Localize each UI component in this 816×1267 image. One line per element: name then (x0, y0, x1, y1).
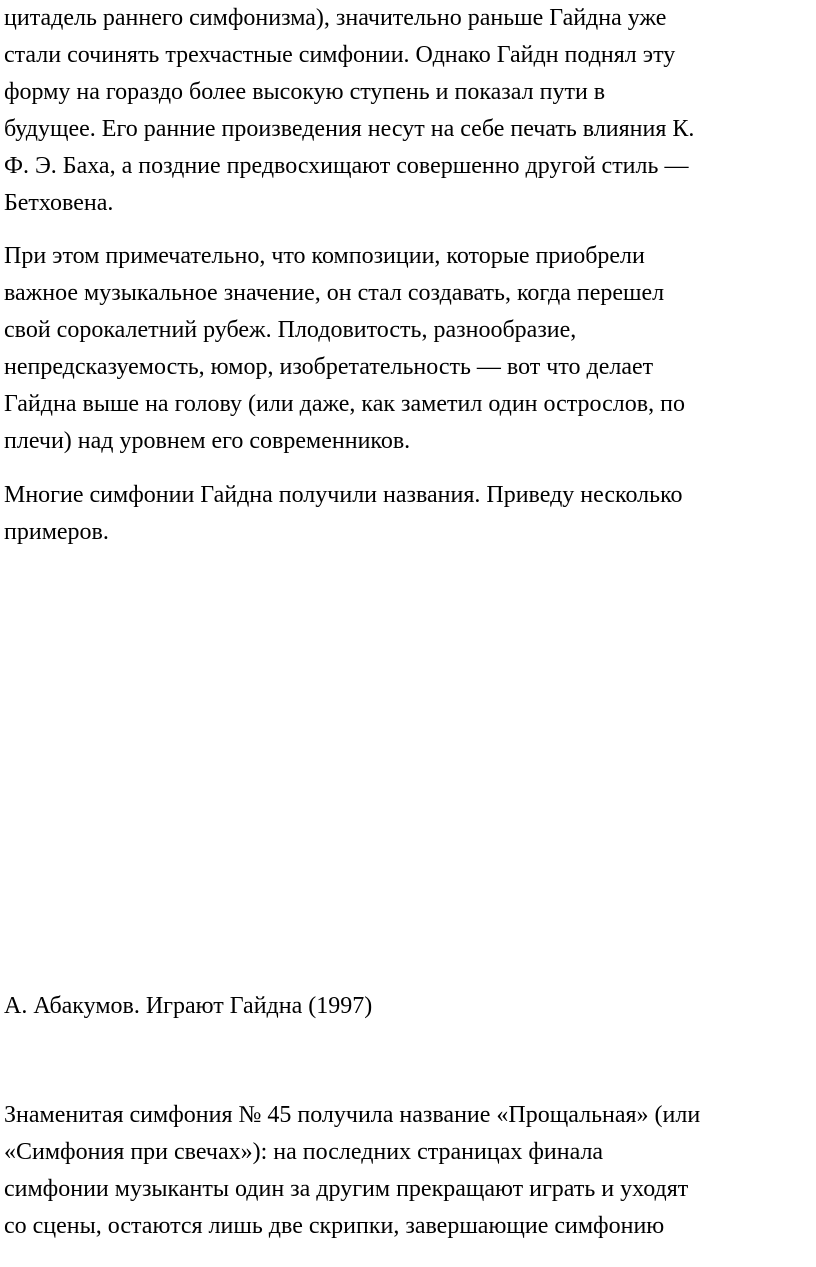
text-line: Многие симфонии Гайдна получили названия. Приведу несколько (4, 482, 683, 508)
caption-text: А. Абакумов. Играют Гайдна (1997) (4, 993, 373, 1019)
text-line: «Симфония при свечах»): на последних страницах финала (4, 1139, 604, 1165)
text-line: При этом примечательно, что композиции, которые приобрели (4, 243, 645, 269)
text-line: стали сочинять трехчастные симфонии. Однако Гайдн поднял эту (4, 42, 676, 68)
text-line: симфонии музыканты один за другим прекращают играть и уходят (4, 1176, 689, 1202)
text-line: со сцены, остаются лишь две скрипки, завершающие симфонию (4, 1213, 665, 1239)
text-line: Знаменитая симфония № 45 получила название «Прощальная» (или (4, 1102, 701, 1128)
text-line: цитадель раннего симфонизма), значительно раньше Гайдна уже (4, 5, 667, 31)
text-line: свой сорокалетний рубеж. Плодовитость, разнообразие, (4, 317, 577, 343)
text-line: важное музыкальное значение, он стал создавать, когда перешел (4, 280, 665, 306)
text-line: плечи) над уровнем его современников. (4, 428, 411, 454)
image-caption (4, 988, 812, 1025)
text-line: непредсказуемость, юмор, изобретательность — вот что делает (4, 354, 654, 380)
text-line: Ф. Э. Баха, а поздние предвосхищают совершенно другой стиль — (4, 153, 689, 179)
text-line: будущее. Его ранние произведения несут на себе печать влияния К. (4, 116, 695, 142)
paragraph-names (4, 477, 812, 551)
paragraph-farewell-symphony (4, 1097, 812, 1245)
text-line: Бетховена. (4, 190, 114, 216)
text-line: примеров. (4, 519, 109, 545)
paragraph-intro (4, 0, 812, 222)
text-line: форму на гораздо более высокую ступень и показал пути в (4, 79, 606, 105)
paragraph-forties (4, 238, 812, 460)
text-line: Гайдна выше на голову (или даже, как заметил один острослов, по (4, 391, 685, 417)
